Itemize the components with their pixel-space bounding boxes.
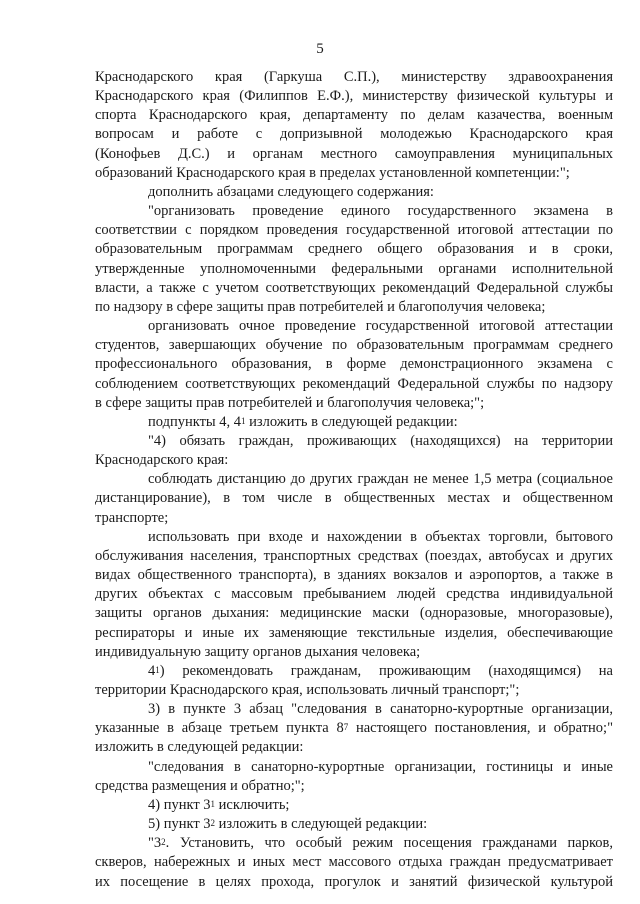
text-fragment: изложить в следующей редакции:: [215, 816, 428, 833]
text-line: образовательным программам среднего общего образования и в сроки,: [95, 241, 613, 258]
document-body: [95, 68, 613, 892]
text-line: территории Краснодарского края, использовать личный транспорт;";: [95, 682, 520, 698]
text-line: "организовать проведение единого государственного экзамена в: [148, 203, 613, 220]
text-fragment: . Установить, что особый режим посещения гражданами парков,: [165, 835, 613, 852]
text-fragment: 4: [148, 662, 156, 679]
text-fragment: 5) пункт 3: [148, 816, 211, 833]
text-line: изложить в следующей редакции:: [95, 739, 304, 756]
text-line: по надзору в сфере защиты прав потребителей и благополучия человека;: [95, 298, 546, 315]
text-line: (Конофьев Д.С.) и органам местного самоуправления муниципальных: [95, 145, 613, 162]
text-fragment: подпункты 4, 4: [148, 413, 242, 430]
text-line: [95, 796, 613, 815]
text-line: [95, 719, 613, 738]
text-line: Краснодарского края (Гаркуша С.П.), министерству здравоохранения: [95, 69, 613, 85]
superscript: 2: [210, 818, 216, 829]
text-line: "следования в санаторно-курортные организации, гостиницы и иные: [148, 758, 613, 775]
superscript: 2: [161, 837, 166, 848]
text-line: в сфере защиты прав потребителей и благополучия человека;";: [95, 394, 485, 411]
text-line: спорта Краснодарского края, департаменту по делам казачества, военным: [95, 107, 613, 124]
text-line: [95, 815, 613, 834]
text-fragment: 4) пункт 3: [148, 796, 211, 813]
text-line: профессионального образования, в форме демонстрационного экзамена с: [95, 356, 613, 373]
text-line: [95, 662, 613, 681]
text-line: соответствии с порядком проведения государственной итоговой аттестации по: [95, 222, 613, 239]
text-line: индивидуальную защиту органов дыхания человека;: [95, 643, 421, 660]
text-fragment: указанные в абзаце третьем пункта 8: [95, 720, 344, 737]
text-line: соблюдением соответствующих рекомендаций Федеральной службы по надзору: [95, 375, 613, 392]
text-line: власти, а также с учетом соответствующих рекомендаций Федеральной службы: [95, 279, 613, 296]
text-line: "4) обязать граждан, проживающих (находящихся) на территории: [148, 432, 613, 449]
superscript: 7: [343, 722, 349, 733]
text-line: Краснодарского края:: [95, 452, 229, 469]
text-line: [95, 413, 613, 432]
superscript: 1: [210, 798, 216, 809]
text-line: 3) в пункте 3 абзац "следования в санаторно-курортные организации,: [148, 701, 613, 718]
text-line: других объектах с массовым пребыванием людей средства индивидуальной: [95, 586, 613, 603]
text-line: транспорте;: [95, 509, 169, 526]
text-line: утвержденные уполномоченными федеральными органами исполнительной: [95, 260, 613, 277]
text-line: [95, 834, 613, 853]
text-fragment: "3: [148, 835, 162, 852]
text-line: дистанцирование), в том числе в общественных местах и общественном: [95, 490, 613, 507]
text-line: вопросам и работе с допризывной молодежью Краснодарского края: [95, 126, 613, 143]
text-line: средства размещения и обратно;";: [95, 777, 305, 794]
text-line: защиты органов дыхания: медицинские маски (одноразовые, многоразовые),: [95, 605, 613, 622]
text-line: образований Краснодарского края в пределах установленной компетенции:";: [95, 164, 570, 181]
text-fragment: исключить;: [215, 796, 290, 813]
text-line: видах общественного транспорта), в зданиях вокзалов и аэропортов, а также в: [95, 567, 613, 584]
text-line: их посещение в целях прохода, прогулок и занятий физической культурой: [95, 873, 613, 890]
page-number: 5: [316, 41, 324, 57]
text-fragment: ) рекомендовать гражданам, проживающим (находящимся) на: [159, 662, 613, 679]
text-line: обслуживания населения, транспортных средствах (поездах, автобусах и других: [95, 547, 613, 564]
text-fragment: настоящего постановления, и обратно;": [348, 720, 613, 737]
text-line: дополнить абзацами следующего содержания:: [148, 183, 434, 200]
superscript: 1: [241, 415, 246, 426]
text-line: Краснодарского края (Филиппов Е.Ф.), министерству физической культуры и: [95, 88, 613, 105]
text-line: соблюдать дистанцию до других граждан не менее 1,5 метра (социальное: [148, 471, 613, 488]
text-line: организовать очное проведение государственной итоговой аттестации: [148, 318, 613, 335]
text-line: скверов, набережных и иных мест массового отдыха граждан предусматривает: [95, 854, 613, 871]
text-line: использовать при входе и нахождении в объектах торговли, бытового: [148, 528, 613, 545]
text-line: респираторы и иные их заменяющие текстильные изделия, обеспечивающие: [95, 624, 613, 641]
text-fragment: изложить в следующей редакции:: [245, 413, 458, 430]
text-line: студентов, завершающих обучение по образовательным программам среднего: [95, 337, 613, 354]
superscript: 1: [155, 664, 160, 675]
